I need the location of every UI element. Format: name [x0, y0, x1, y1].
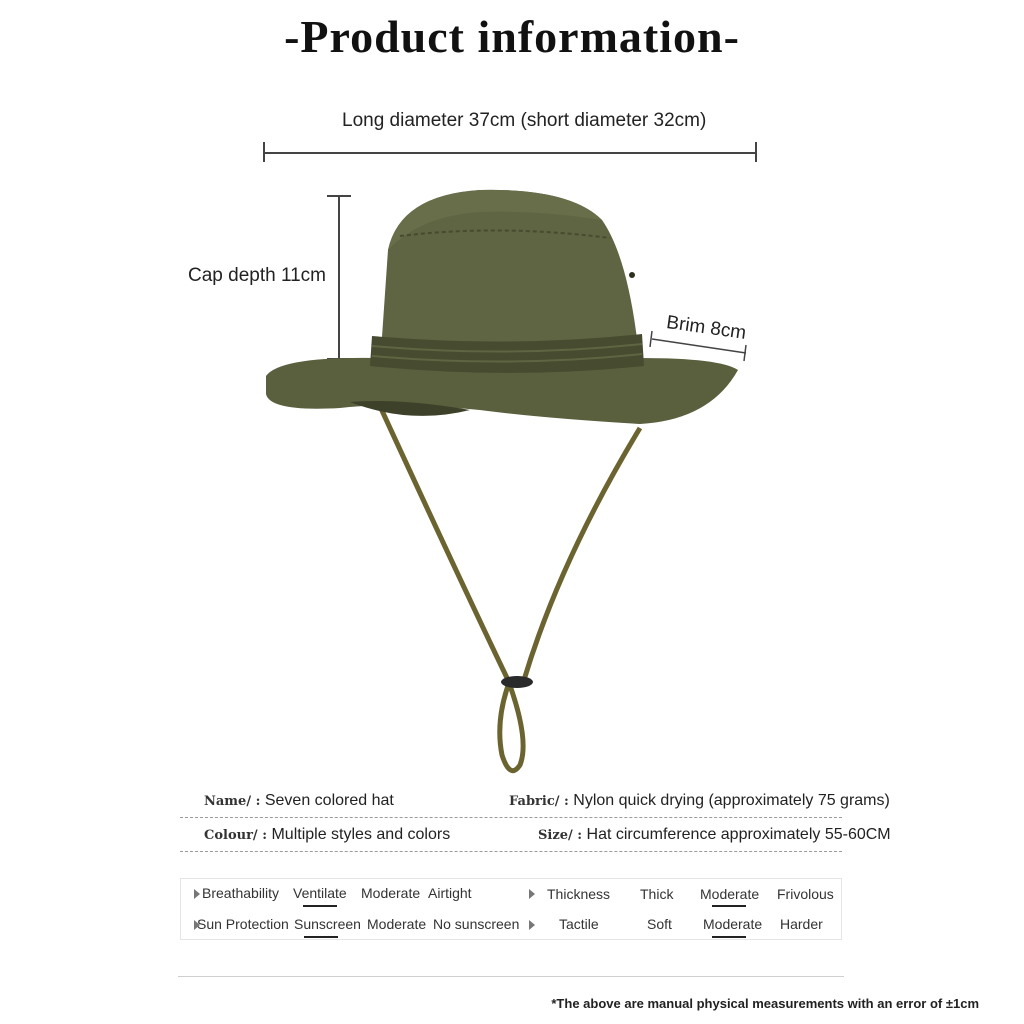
thickness-option-3: Frivolous — [777, 886, 834, 902]
thickness-option-2: Moderate — [700, 886, 760, 902]
sun-protection-option-1: Sunscreen — [294, 916, 361, 932]
footer-divider — [178, 976, 844, 977]
name-value: Seven colored hat — [264, 792, 394, 809]
tactile-option-1: Soft — [647, 916, 672, 932]
breathability-arrow-icon — [194, 889, 200, 899]
thickness-selected-marker — [712, 905, 746, 907]
fabric-row — [509, 792, 890, 810]
breathability-selected-marker — [303, 905, 337, 907]
tactile-arrow-icon — [529, 920, 535, 930]
cap-depth-label: Cap depth 11cm — [188, 265, 327, 286]
thickness-label: Thickness — [547, 886, 611, 902]
name-key: Name/ : — [204, 794, 261, 809]
sun-protection-option-2: Moderate — [367, 916, 427, 932]
long-diameter-tick-right — [755, 142, 757, 162]
colour-key: Colour/ : — [204, 828, 268, 843]
colour-value: Multiple styles and colors — [271, 826, 451, 843]
long-diameter-tick-left — [263, 142, 265, 162]
fabric-value: Nylon quick drying (approximately 75 grams) — [573, 792, 890, 809]
sun-protection-option-3: No sunscreen — [433, 916, 520, 932]
brim-label: Brim 8cm — [665, 312, 748, 344]
thickness-option-1: Thick — [640, 886, 674, 902]
size-value: Hat circumference approximately 55-60CM — [586, 826, 891, 843]
breathability-option-3: Airtight — [428, 885, 472, 901]
thickness-arrow-icon — [529, 889, 535, 899]
page-title: -Product information- — [284, 11, 740, 62]
bucket-hat-image — [240, 180, 760, 780]
colour-row — [204, 826, 450, 844]
sun-protection-selected-marker — [304, 936, 338, 938]
long-diameter-line — [263, 152, 756, 154]
fabric-key: Fabric/ : — [509, 794, 569, 809]
divider-dashed-2 — [180, 851, 842, 852]
tactile-option-3: Harder — [780, 916, 823, 932]
size-row — [538, 826, 891, 844]
tactile-selected-marker — [712, 936, 746, 938]
name-row — [204, 792, 394, 810]
breathability-label: Breathability — [202, 885, 280, 901]
tactile-label: Tactile — [559, 916, 599, 932]
breathability-option-1: Ventilate — [293, 885, 347, 901]
breathability-option-2: Moderate — [361, 885, 421, 901]
size-key: Size/ : — [538, 828, 583, 843]
measurement-footnote: *The above are manual physical measurements with an error of ±1cm — [551, 996, 979, 1011]
divider-dashed-1 — [180, 817, 842, 818]
tactile-option-2: Moderate — [703, 916, 763, 932]
sun-protection-label: Sun Protection — [197, 916, 289, 932]
long-diameter-label: Long diameter 37cm (short diameter 32cm) — [342, 110, 707, 131]
